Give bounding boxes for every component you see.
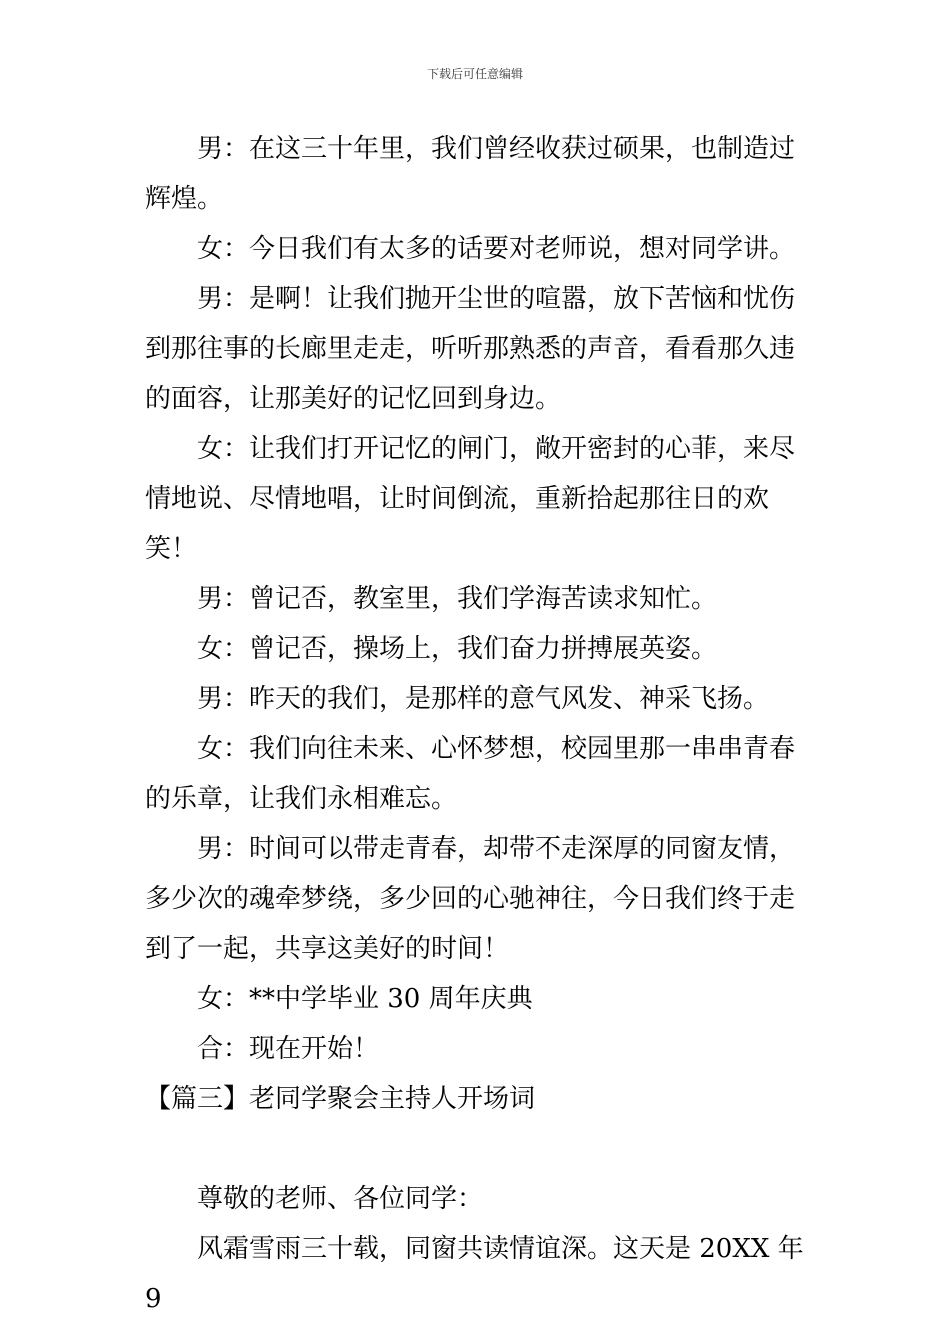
section-paragraph-1: 尊敬的老师、各位同学： — [197, 1184, 484, 1214]
paragraph-5: 男：曾记否，教室里，我们学海苦读求知忙。 — [197, 584, 718, 614]
section-heading: 【篇三】老同学聚会主持人开场词 — [145, 1084, 536, 1114]
document-body — [145, 124, 810, 1324]
paragraph-1: 男：在这三十年里，我们曾经收获过硕果，也制造过辉煌。 — [145, 134, 796, 214]
paragraph-9: 男：时间可以带走青春，却带不走深厚的同窗友情，多少次的魂牵梦绕，多少回的心驰神往，今日我们终于走到了一起，共享这美好的时间！ — [145, 834, 796, 964]
section-paragraph-2: 风霜雪雨三十载，同窗共读情谊深。这天是 20XX 年 9 — [145, 1234, 804, 1314]
paragraph-11: 合：现在开始！ — [197, 1034, 380, 1064]
paragraph-3: 男：是啊！让我们抛开尘世的喧嚣，放下苦恼和忧伤到那往事的长廊里走走，听听那熟悉的声音，看看那久违的面容，让那美好的记忆回到身边。 — [145, 284, 796, 414]
paragraph-2: 女：今日我们有太多的话要对老师说，想对同学讲。 — [197, 234, 796, 264]
paragraph-6: 女：曾记否，操场上，我们奋力拼搏展英姿。 — [197, 634, 718, 664]
paragraph-7: 男：昨天的我们，是那样的意气风发、神采飞扬。 — [197, 684, 770, 714]
paragraph-4: 女：让我们打开记忆的闸门，敞开密封的心菲，来尽情地说、尽情地唱，让时间倒流，重新拾起那往日的欢笑！ — [145, 434, 796, 564]
page-header-note: 下载后可任意编辑 — [426, 67, 523, 81]
paragraph-8: 女：我们向往未来、心怀梦想，校园里那一串串青春的乐章，让我们永相难忘。 — [145, 734, 796, 814]
blank-line — [145, 1124, 810, 1174]
paragraph-10: 女：**中学毕业 30 周年庆典 — [197, 984, 533, 1014]
